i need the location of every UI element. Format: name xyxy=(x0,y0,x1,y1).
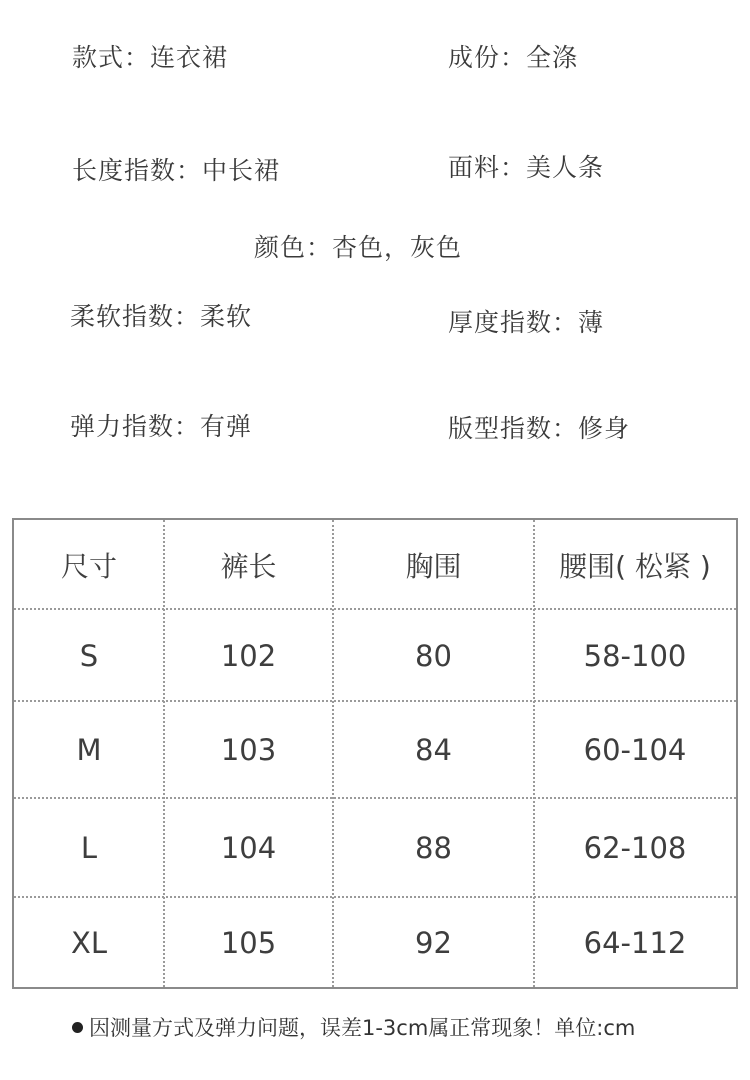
table-cell-length: 103 xyxy=(220,733,277,767)
table-cell-bust: 92 xyxy=(415,925,452,960)
measurement-note-text: 因测量方式及弹力问题，误差1-3cm属正常现象！单位:cm xyxy=(89,1016,636,1040)
attr-thickness-index: 厚度指数：薄 xyxy=(448,308,605,337)
table-cell-waist: 62-108 xyxy=(583,831,687,865)
attr-elasticity-index: 弹力指数：有弹 xyxy=(70,412,253,441)
table-header-size: 尺寸 xyxy=(60,549,117,583)
table-cell-size: S xyxy=(79,638,99,673)
table-cell-waist: 60-104 xyxy=(583,733,687,767)
attr-fit-index: 版型指数：修身 xyxy=(448,414,631,443)
table-header-length: 裤长 xyxy=(220,549,277,583)
measurement-note xyxy=(72,1012,635,1042)
table-cell-waist: 64-112 xyxy=(583,925,687,960)
table-cell-length: 102 xyxy=(220,638,277,673)
table-cell-length: 104 xyxy=(220,831,277,865)
table-cell-bust: 88 xyxy=(415,831,452,865)
table-cell-size: XL xyxy=(70,925,108,960)
table-cell-bust: 80 xyxy=(415,638,452,673)
attr-fabric: 面料：美人条 xyxy=(448,153,605,182)
size-table xyxy=(12,518,738,989)
table-header-bust: 胸围 xyxy=(405,549,462,583)
bullet-icon xyxy=(72,1022,83,1033)
table-cell-bust: 84 xyxy=(415,733,452,767)
table-cell-size: L xyxy=(80,831,98,865)
attr-color: 颜色：杏色，灰色 xyxy=(254,233,463,262)
table-cell-size: M xyxy=(76,733,102,767)
table-header-waist: 腰围( 松紧 ) xyxy=(559,549,711,583)
attr-softness-index: 柔软指数：柔软 xyxy=(70,302,253,331)
attr-length-index: 长度指数：中长裙 xyxy=(72,156,281,185)
attr-style: 款式：连衣裙 xyxy=(72,43,229,72)
attr-composition: 成份：全涤 xyxy=(448,43,579,72)
table-cell-length: 105 xyxy=(220,925,277,960)
table-cell-waist: 58-100 xyxy=(583,638,687,673)
